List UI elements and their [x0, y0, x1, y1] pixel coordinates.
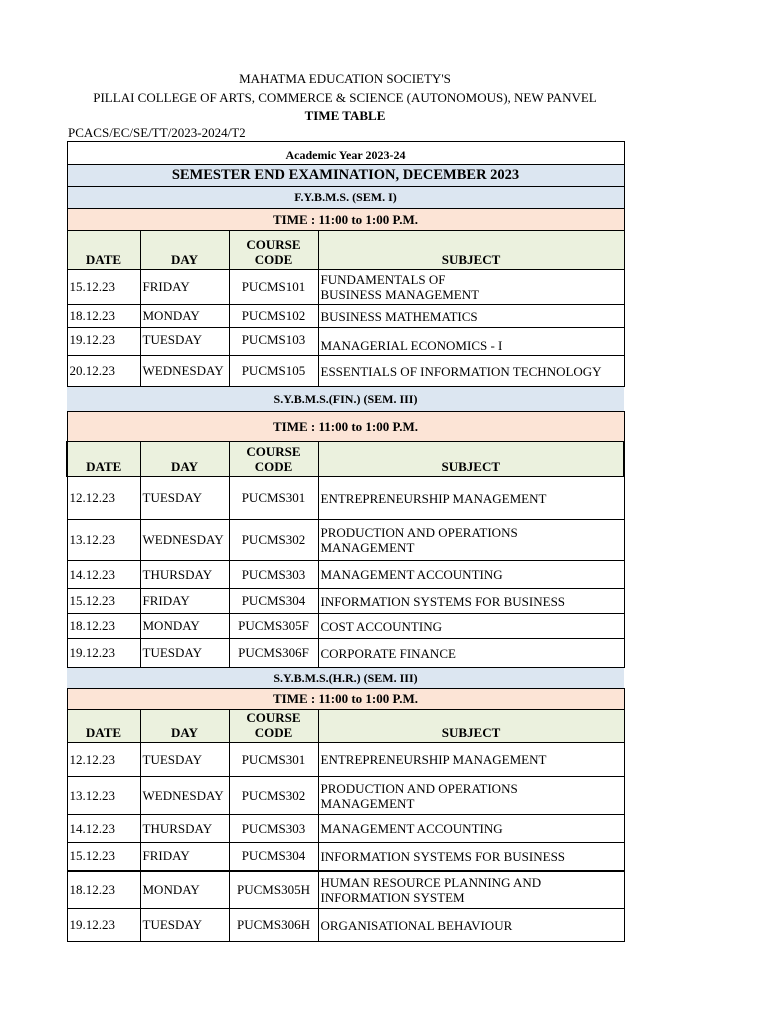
col-header-code-line1: COURSE: [246, 444, 301, 459]
exam-date: 18.12.23: [67, 871, 140, 909]
col-header-course-code: [229, 231, 318, 270]
timetable: [66, 141, 625, 942]
section-title: S.Y.B.M.S.(H.R.) (SEM. III): [67, 668, 624, 689]
subject-name: [318, 270, 624, 305]
course-code: PUCMS304: [229, 843, 318, 871]
exam-date: 19.12.23: [67, 639, 140, 668]
col-header-code-line1: COURSE: [246, 237, 301, 252]
exam-day: MONDAY: [140, 614, 229, 639]
academic-year-row: [67, 142, 624, 165]
subject-name: [318, 520, 624, 561]
subject-name: MANAGERIAL ECONOMICS - I: [318, 328, 624, 356]
exam-title-row: [67, 165, 624, 187]
column-header-row: [67, 710, 624, 743]
subject-name: INFORMATION SYSTEMS FOR BUSINESS: [318, 589, 624, 614]
subject-name: MANAGEMENT ACCOUNTING: [318, 561, 624, 589]
exam-day: TUESDAY: [140, 328, 229, 356]
col-header-day: DAY: [140, 710, 229, 743]
table-row: [67, 477, 624, 520]
table-row: [67, 520, 624, 561]
table-row: [67, 843, 624, 871]
section-title: F.Y.B.M.S. (SEM. I): [67, 187, 624, 209]
society-name: MAHATMA EDUCATION SOCIETY'S: [239, 71, 451, 86]
course-code: PUCMS306F: [229, 639, 318, 668]
academic-year: Academic Year 2023-24: [67, 142, 624, 165]
col-header-subject: SUBJECT: [318, 442, 624, 477]
course-code: PUCMS304: [229, 589, 318, 614]
course-code: PUCMS302: [229, 777, 318, 815]
subject-name: ORGANISATIONAL BEHAVIOUR: [318, 909, 624, 942]
exam-day: TUESDAY: [140, 477, 229, 520]
subject-name: INFORMATION SYSTEMS FOR BUSINESS: [318, 843, 624, 871]
table-row: [67, 639, 624, 668]
college-name: PILLAI COLLEGE OF ARTS, COMMERCE & SCIENCE (AUTONOMOUS), NEW PANVEL: [93, 90, 597, 105]
exam-day: THURSDAY: [140, 815, 229, 843]
exam-day: MONDAY: [140, 871, 229, 909]
course-code: PUCMS101: [229, 270, 318, 305]
exam-day: WEDNESDAY: [140, 520, 229, 561]
table-row: [67, 270, 624, 305]
course-code: PUCMS305F: [229, 614, 318, 639]
course-code: PUCMS301: [229, 743, 318, 777]
course-code: PUCMS306H: [229, 909, 318, 942]
table-row: [67, 589, 624, 614]
exam-date: 12.12.23: [67, 743, 140, 777]
col-header-subject: SUBJECT: [318, 231, 624, 270]
section-title-row: [67, 668, 624, 689]
course-code: PUCMS303: [229, 815, 318, 843]
exam-date: 19.12.23: [67, 909, 140, 942]
subject-name: MANAGEMENT ACCOUNTING: [318, 815, 624, 843]
exam-date: 13.12.23: [67, 520, 140, 561]
subject-line1: FUNDAMENTALS OF: [320, 272, 446, 287]
time-row: [67, 689, 624, 710]
exam-date: 14.12.23: [67, 815, 140, 843]
subject-line2: MANAGEMENT: [320, 540, 415, 555]
section-title-row: [67, 187, 624, 209]
exam-date: 15.12.23: [67, 589, 140, 614]
subject-line1: PRODUCTION AND OPERATIONS: [320, 780, 518, 796]
subject-line2: MANAGEMENT: [320, 795, 415, 811]
exam-time: TIME : 11:00 to 1:00 P.M.: [67, 209, 624, 231]
col-header-code-line2: CODE: [254, 252, 293, 267]
column-header-row: [67, 442, 624, 477]
subject-line1: PRODUCTION AND OPERATIONS: [320, 525, 518, 540]
time-row: [67, 209, 624, 231]
table-row: [67, 909, 624, 942]
subject-name: ENTREPRENEURSHIP MANAGEMENT: [318, 743, 624, 777]
exam-time: TIME : 11:00 to 1:00 P.M.: [67, 689, 624, 710]
subject-name: ENTREPRENEURSHIP MANAGEMENT: [318, 477, 624, 520]
section-title: S.Y.B.M.S.(FIN.) (SEM. III): [67, 387, 624, 412]
exam-day: THURSDAY: [140, 561, 229, 589]
col-header-day: DAY: [140, 442, 229, 477]
course-code: PUCMS302: [229, 520, 318, 561]
table-row: [67, 356, 624, 387]
subject-name: CORPORATE FINANCE: [318, 639, 624, 668]
table-row: [67, 871, 624, 909]
subject-line1: HUMAN RESOURCE PLANNING AND: [320, 874, 542, 890]
course-code: PUCMS305H: [229, 871, 318, 909]
subject-name: [318, 871, 624, 909]
subject-name: ESSENTIALS OF INFORMATION TECHNOLOGY: [318, 356, 624, 387]
table-row: [67, 815, 624, 843]
subject-line2: INFORMATION SYSTEM: [320, 889, 465, 905]
reference-number: PCACS/EC/SE/TT/2023-2024/T2: [68, 125, 246, 140]
exam-title: SEMESTER END EXAMINATION, DECEMBER 2023: [67, 165, 624, 187]
course-code: PUCMS303: [229, 561, 318, 589]
course-code: PUCMS301: [229, 477, 318, 520]
exam-time: TIME : 11:00 to 1:00 P.M.: [67, 412, 624, 442]
table-row: [67, 561, 624, 589]
col-header-date: DATE: [67, 442, 140, 477]
section-title-row: [67, 387, 624, 412]
table-row: [67, 777, 624, 815]
exam-date: 18.12.23: [67, 305, 140, 328]
exam-day: FRIDAY: [140, 843, 229, 871]
exam-day: TUESDAY: [140, 743, 229, 777]
exam-date: 15.12.23: [67, 270, 140, 305]
subject-name: [318, 777, 624, 815]
exam-date: 19.12.23: [67, 328, 140, 356]
exam-day: TUESDAY: [140, 909, 229, 942]
exam-day: WEDNESDAY: [140, 356, 229, 387]
exam-date: 13.12.23: [67, 777, 140, 815]
col-header-date: DATE: [67, 710, 140, 743]
table-row: [67, 328, 624, 356]
document-title: TIME TABLE: [304, 108, 386, 123]
time-row: [67, 412, 624, 442]
exam-day: FRIDAY: [140, 270, 229, 305]
col-header-course-code: [229, 442, 318, 477]
exam-date: 14.12.23: [67, 561, 140, 589]
exam-day: MONDAY: [140, 305, 229, 328]
exam-date: 18.12.23: [67, 614, 140, 639]
col-header-code-line2: CODE: [254, 459, 293, 474]
col-header-date: DATE: [67, 231, 140, 270]
exam-date: 20.12.23: [67, 356, 140, 387]
course-code: PUCMS102: [229, 305, 318, 328]
col-header-course-code: [229, 710, 318, 743]
exam-day: WEDNESDAY: [140, 777, 229, 815]
exam-day: FRIDAY: [140, 589, 229, 614]
column-header-row: [67, 231, 624, 270]
exam-date: 12.12.23: [67, 477, 140, 520]
exam-day: TUESDAY: [140, 639, 229, 668]
subject-name: COST ACCOUNTING: [318, 614, 624, 639]
table-row: [67, 614, 624, 639]
timetable-table: [66, 141, 625, 942]
course-code: PUCMS103: [229, 328, 318, 356]
table-row: [67, 305, 624, 328]
col-header-code-line1: COURSE: [246, 710, 301, 725]
table-row: [67, 743, 624, 777]
col-header-subject: SUBJECT: [318, 710, 624, 743]
col-header-code-line2: CODE: [254, 725, 293, 740]
course-code: PUCMS105: [229, 356, 318, 387]
col-header-day: DAY: [140, 231, 229, 270]
exam-date: 15.12.23: [67, 843, 140, 871]
subject-line2: BUSINESS MANAGEMENT: [320, 287, 480, 302]
subject-name: BUSINESS MATHEMATICS: [318, 305, 624, 328]
